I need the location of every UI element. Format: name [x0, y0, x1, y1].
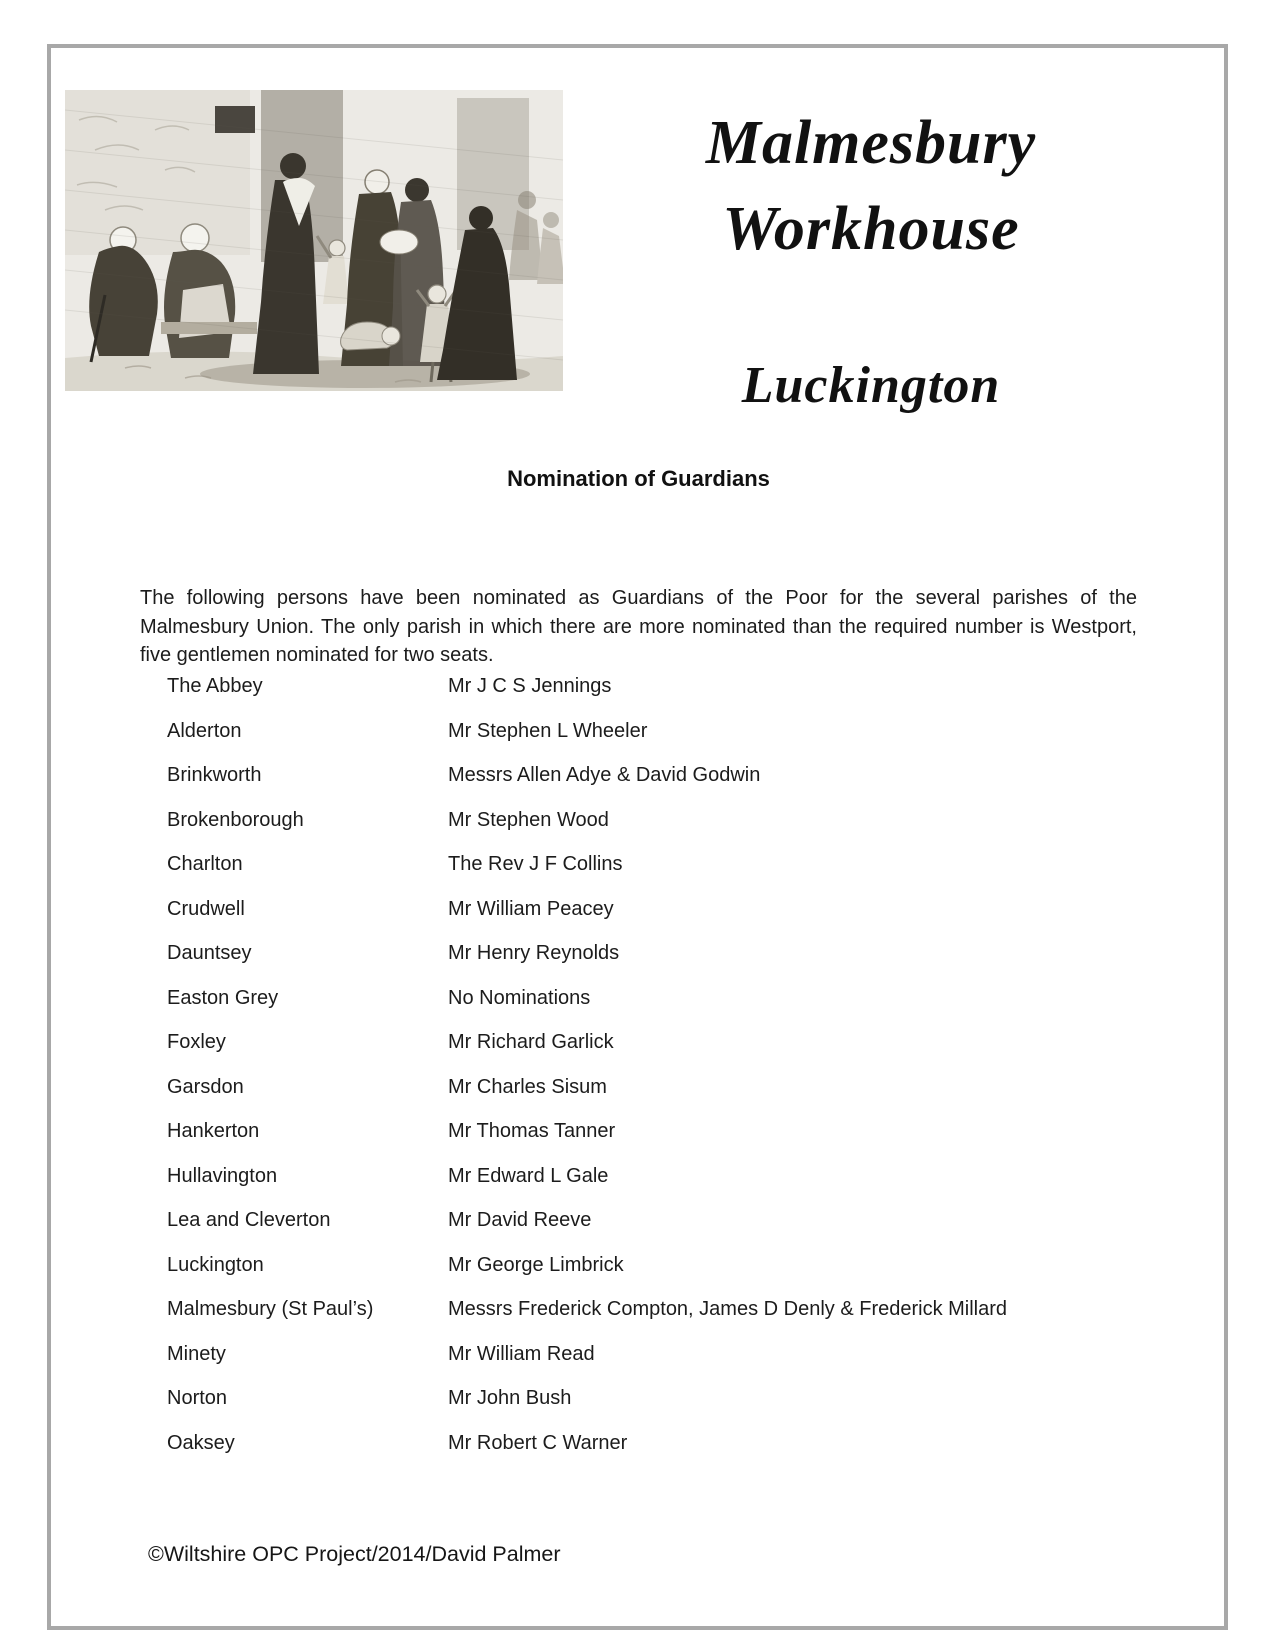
guardian-name: Mr Edward L Gale	[448, 1164, 609, 1187]
nomination-row	[167, 1165, 1137, 1210]
footer-credit: ©Wiltshire OPC Project/2014/David Palmer	[148, 1542, 561, 1566]
guardian-name: Mr Thomas Tanner	[448, 1120, 616, 1142]
guardian-name: Mr Charles Sisum	[448, 1075, 607, 1098]
document-title	[591, 100, 1151, 272]
parish-name: Minety	[167, 1342, 226, 1365]
guardian-name: Mr William Peacey	[448, 897, 614, 920]
guardian-name: Mr John Bush	[448, 1387, 572, 1409]
nomination-row	[167, 853, 1137, 898]
guardian-name: Mr William Read	[448, 1342, 595, 1365]
nomination-row	[167, 987, 1137, 1032]
parish-name: Brinkworth	[167, 764, 262, 786]
nomination-row	[167, 1120, 1137, 1165]
parish-name: Hankerton	[167, 1120, 260, 1142]
parish-name: The Abbey	[167, 675, 263, 697]
parish-name: Charlton	[167, 853, 243, 875]
guardian-name: Mr Henry Reynolds	[448, 942, 620, 964]
nomination-row	[167, 1209, 1137, 1254]
parish-name: Lea and Cleverton	[167, 1209, 331, 1231]
document-subtitle: Luckington	[741, 357, 1001, 414]
nomination-row	[167, 1387, 1137, 1432]
workhouse-engraving-image	[65, 90, 563, 391]
guardian-name: Mr J C S Jennings	[448, 675, 612, 697]
nomination-row	[167, 1254, 1137, 1299]
guardian-name: Mr George Limbrick	[448, 1253, 624, 1276]
guardian-name: No Nominations	[448, 986, 591, 1009]
parish-name: Hullavington	[167, 1164, 278, 1187]
title-line-1: Malmesbury	[705, 109, 1037, 177]
intro-paragraph: The following persons have been nominated as Guardians of the Poor for the several parishes of the Malmesbury Union. The only parish in which there are more nominated than the required number is Westport, five gentlemen nominated for two seats.	[140, 587, 1137, 666]
parish-name: Luckington	[167, 1253, 264, 1276]
parish-name: Crudwell	[167, 897, 245, 920]
nomination-row	[167, 942, 1137, 987]
nomination-row	[167, 898, 1137, 943]
parish-name: Easton Grey	[167, 986, 279, 1009]
nomination-row	[167, 720, 1137, 765]
guardian-name: Mr Stephen Wood	[448, 808, 609, 831]
parish-name: Garsdon	[167, 1075, 244, 1098]
parish-name: Foxley	[167, 1031, 226, 1053]
nomination-row	[167, 1076, 1137, 1121]
nomination-row	[167, 1432, 1137, 1477]
parish-name: Alderton	[167, 719, 242, 742]
title-line-2: Workhouse	[722, 195, 1020, 263]
workhouse-engraving-svg	[65, 90, 563, 391]
nomination-row	[167, 764, 1137, 809]
nomination-row	[167, 1343, 1137, 1388]
guardian-name: Mr Richard Garlick	[448, 1031, 614, 1053]
nomination-row	[167, 1298, 1137, 1343]
guardian-name: Mr Stephen L Wheeler	[448, 719, 648, 742]
guardian-name: Mr David Reeve	[448, 1209, 592, 1231]
nomination-row	[167, 1031, 1137, 1076]
parish-name: Malmesbury (St Paul’s)	[167, 1298, 374, 1320]
guardian-name: The Rev J F Collins	[448, 853, 623, 875]
section-heading: Nomination of Guardians	[507, 466, 770, 491]
guardian-name: Mr Robert C Warner	[448, 1431, 628, 1454]
nomination-list	[167, 675, 1137, 1476]
nomination-row	[167, 675, 1137, 720]
parish-name: Brokenborough	[167, 808, 304, 831]
guardian-name: Messrs Frederick Compton, James D Denly & Frederick Millard	[448, 1298, 1008, 1320]
document-page	[47, 44, 1228, 1630]
guardian-name: Messrs Allen Adye & David Godwin	[448, 764, 761, 786]
parish-name: Dauntsey	[167, 942, 252, 964]
nomination-row	[167, 809, 1137, 854]
parish-name: Norton	[167, 1387, 228, 1409]
parish-name: Oaksey	[167, 1431, 235, 1454]
